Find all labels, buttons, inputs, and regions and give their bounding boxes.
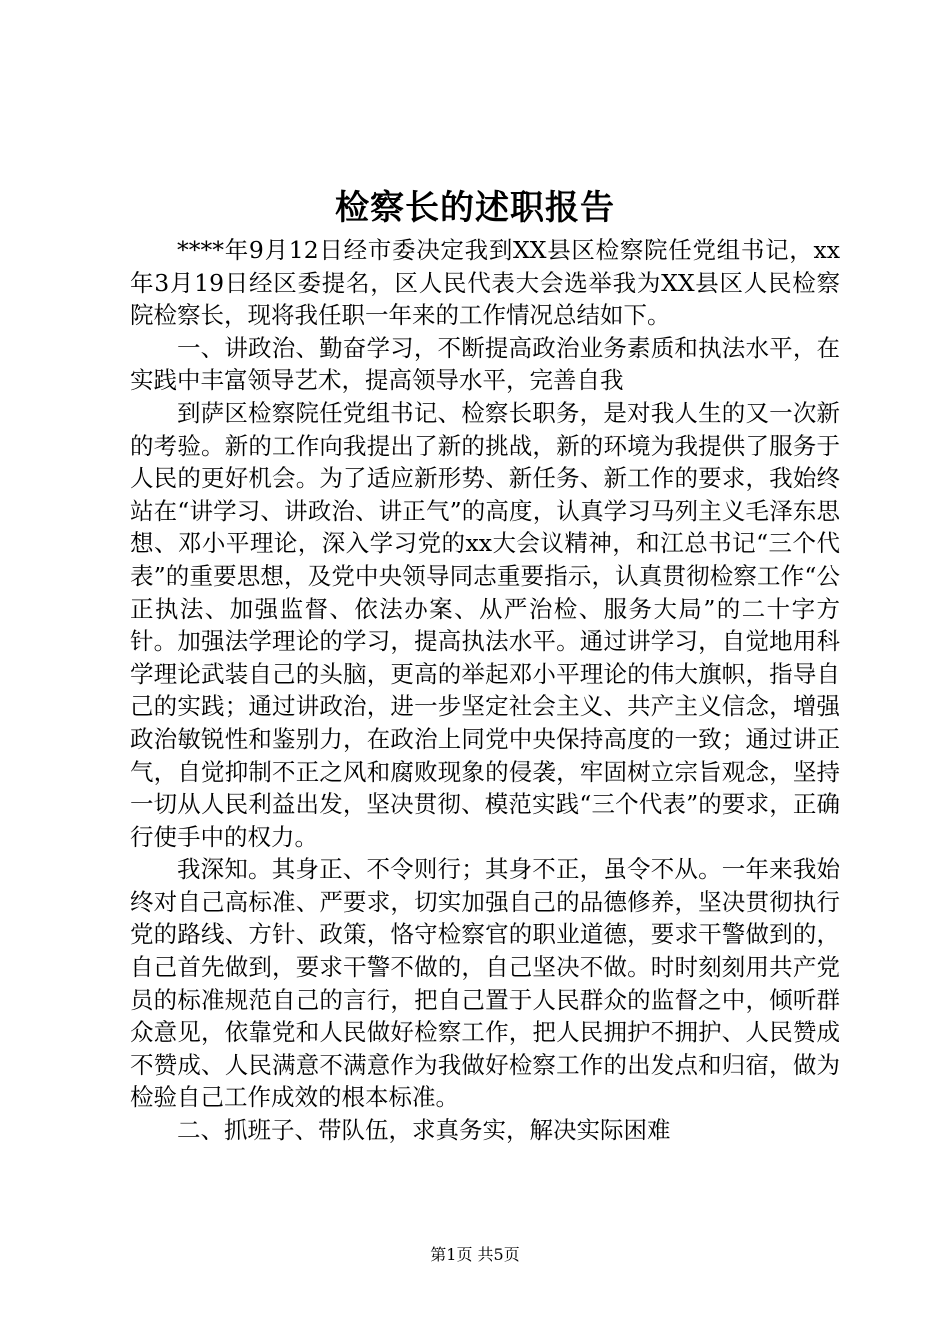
paragraph-intro: ****年9月12日经市委决定我到XX县区检察院任党组书记，xx年3月19日经区委提名，区人民代表大会选举我为XX县区人民检察院检察长，现将我任职一年来的工作情况总结如下。 bbox=[130, 236, 840, 330]
document-body bbox=[130, 234, 840, 1147]
page-footer: 第1页 共5页 bbox=[430, 1245, 520, 1264]
paragraph-self-discipline: 我深知。其身正、不令则行；其身不正，虽令不从。一年来我始终对自己高标准、严要求，切实加强自己的品德修养，坚决贯彻执行党的路线、方针、政策，恪守检察官的职业道德，要求干警做到的，自己首先做到，要求干警不做的，自己坚决不做。时时刻刻用共产党员的标准规范自己的言行，把自己置于人民群众的监督之中，倾听群众意见，依靠党和人民做好检察工作，把人民拥护不拥护、人民赞成不赞成、人民满意不满意作为我做好检察工作的出发点和归宿，做为检验自己工作成效的根本标准。 bbox=[130, 855, 840, 1112]
section-heading-1: 一、讲政治、勤奋学习，不断提高政治业务素质和执法水平，在实践中丰富领导艺术，提高领导水平，完善自我 bbox=[130, 333, 840, 395]
paragraph-study: 到萨区检察院任党组书记、检察长职务，是对我人生的又一次新的考验。新的工作向我提出了新的挑战，新的环境为我提供了服务于人民的更好机会。为了适应新形势、新任务、新工作的要求，我始终站在“讲学习、讲政治、讲正气”的高度，认真学习马列主义毛泽东思想、邓小平理论，深入学习党的xx大会议精神，和江总书记“三个代表”的重要思想，及党中央领导同志重要指示，认真贯彻检察工作“公正执法、加强监督、依法办案、从严治检、服务大局”的二十字方针。加强法学理论的学习，提高执法水平。通过讲学习，自觉地用科学理论武装自己的头脑，更高的举起邓小平理论的伟大旗帜，指导自己的实践；通过讲政治，进一步坚定社会主义、共产主义信念，增强政治敏锐性和鉴别力，在政治上同党中央保持高度的一致；通过讲正气，自觉抑制不正之风和腐败现象的侵袭，牢固树立宗旨观念，坚持一切从人民利益出发，坚决贯彻、模范实践“三个代表”的要求，正确行使手中的权力。 bbox=[130, 398, 840, 851]
section-heading-2: 二、抓班子、带队伍，求真务实，解决实际困难 bbox=[177, 1116, 671, 1145]
document-title: 检察长的述职报告 bbox=[335, 188, 615, 228]
